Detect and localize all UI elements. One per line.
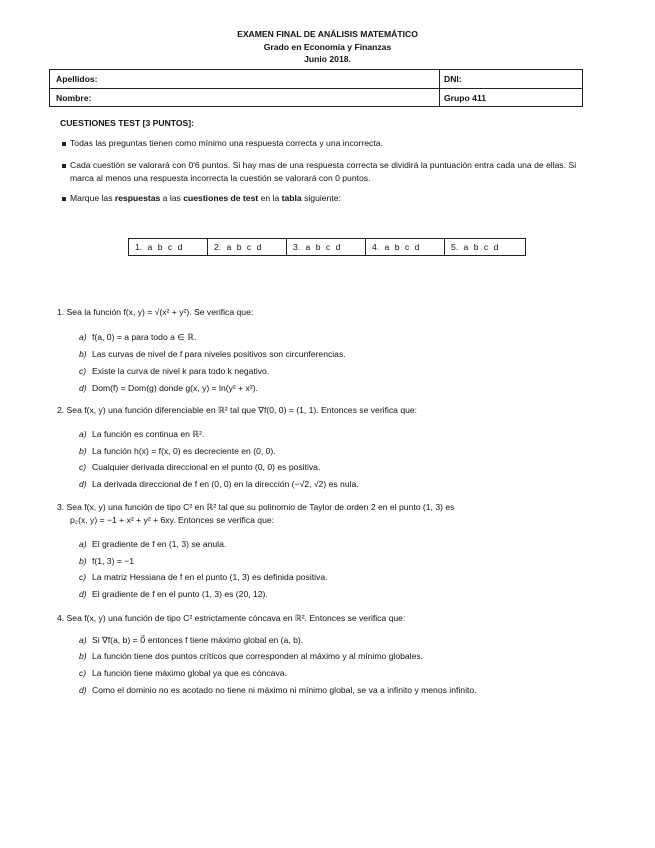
option-text: La función tiene dos puntos críticos que corresponden al máximo y al mínimo globales. (92, 651, 424, 661)
student-id-box (49, 69, 583, 107)
option-text: Las curvas de nivel de f para niveles positivos son circunferencias. (92, 349, 346, 359)
id-box-divider (50, 88, 582, 89)
option-letter: d) (79, 383, 87, 393)
instruction-text: siguiente: (301, 193, 341, 203)
option-letter: d) (79, 479, 87, 489)
option-text: Cualquier derivada direccional en el punto (0, 0) es positiva. (92, 462, 321, 472)
question-option (79, 461, 320, 474)
test-instruction (70, 192, 590, 205)
question-option (79, 650, 423, 663)
question-option (79, 478, 359, 491)
question-option (79, 428, 204, 441)
option-text: f(a, 0) = a para todo a ∈ ℝ. (92, 332, 197, 342)
question-option (79, 382, 258, 395)
option-text: La matriz Hessiana de f en el punto (1, 3) es definida positiva. (92, 572, 328, 582)
id-box-divider (439, 70, 440, 106)
option-letter: a) (79, 332, 87, 342)
option-letter: d) (79, 589, 87, 599)
exam-date: Junio 2018. (304, 54, 351, 64)
exam-title: EXAMEN FINAL DE ANÁLISIS MATEMÁTICO (237, 29, 418, 39)
option-letter: c) (79, 668, 87, 678)
option-letter: c) (79, 462, 87, 472)
question-option (79, 571, 328, 584)
option-letter: b) (79, 446, 87, 456)
question-stem: 2. Sea f(x, y) una función diferenciable en ℝ² tal que ∇f(0, 0) = (1, 1). Entonces se verifica que: (57, 405, 418, 415)
option-letter: d) (79, 685, 87, 695)
option-text: La función tiene máximo global ya que es cóncava. (92, 668, 287, 678)
instruction-text: en la (258, 193, 282, 203)
exam-degree: Grado en Economía y Finanzas (263, 42, 392, 52)
question-stem-continued: p₂(x, y) = −1 + x² + y² + 6xy. Entonces se verifica que: (70, 515, 275, 525)
test-instruction: Cada cuestión se valorará con 0'6 puntos. Si hay mas de una respuesta correcta se dividirá la puntuación entra cada una de ellas. Si marca al menos una respuesta incorrecta la cuestión se valorará con 0 puntos. (70, 160, 577, 183)
option-text: El gradiente de f en el punto (1, 3) es (20, 12). (92, 589, 268, 599)
option-text: Existe la curva de nivel k para todo k negativo. (92, 366, 270, 376)
option-text: La función es continua en ℝ². (92, 429, 205, 439)
option-letter: b) (79, 651, 87, 661)
question-option (79, 667, 287, 680)
group-label: Grupo 411 (444, 93, 487, 103)
option-letter: b) (79, 556, 87, 566)
answer-cell[interactable]: 1. a b c d (129, 239, 208, 255)
answer-cell[interactable]: 3. a b c d (287, 239, 366, 255)
test-instruction: Todas las preguntas tienen como mínimo una respuesta correcta y una incorrecta. (70, 138, 383, 148)
bullet-icon (62, 197, 66, 201)
option-text: Como el dominio no es acotado no tiene ni máximo ni mínimo global, se va a infinito y menos infinito. (92, 685, 477, 695)
option-letter: a) (79, 539, 87, 549)
question-option (79, 538, 226, 551)
name-label: Nombre: (56, 93, 92, 103)
instruction-text: a las (160, 193, 184, 203)
instruction-bold: respuestas (114, 193, 161, 203)
option-letter: a) (79, 635, 87, 645)
option-text: f(1, 3) = −1 (92, 556, 135, 566)
instruction-bold: tabla (281, 193, 302, 203)
answer-cell[interactable]: 4. a b c d (366, 239, 445, 255)
question-stem: 4. Sea f(x, y) una función de tipo C² estrictamente cóncava en ℝ². Entonces se verifica que: (57, 613, 406, 623)
answer-cell[interactable]: 2. a b c d (208, 239, 287, 255)
instruction-text: Marque las (70, 193, 115, 203)
option-text: La derivada direccional de f en (0, 0) en la dirección (−√2, √2) es nula. (92, 479, 359, 489)
answer-cell[interactable]: 5. a b c d (451, 242, 499, 252)
question-option (79, 555, 134, 568)
question-option (79, 348, 346, 361)
question-option (79, 634, 303, 647)
option-text: Si ∇f(a, b) = 0⃗ entonces f tiene máximo global en (a, b). (92, 635, 304, 645)
option-letter: c) (79, 366, 87, 376)
option-text: La función h(x) = f(x, 0) es decreciente en (0, 0). (92, 446, 276, 456)
option-letter: c) (79, 572, 87, 582)
dni-label: DNI: (444, 74, 462, 84)
option-text: Dom(f) = Dom(g) donde g(x, y) = ln(y² + x²). (92, 383, 258, 393)
question-stem: 1. Sea la función f(x, y) = √(x² + y²). Se verifica que: (57, 307, 254, 317)
bullet-icon (62, 164, 66, 168)
answer-table (128, 238, 526, 256)
question-option (79, 684, 477, 697)
option-text: El gradiente de f en (1, 3) se anula. (92, 539, 227, 549)
test-heading: CUESTIONES TEST [3 PUNTOS]: (60, 118, 195, 128)
question-option (79, 588, 268, 601)
question-stem: 3. Sea f(x, y) una función de tipo C² en ℝ² tal que su polinomio de Taylor de orden 2 en el punto (1, 3) es (57, 502, 455, 512)
option-letter: a) (79, 429, 87, 439)
option-letter: b) (79, 349, 87, 359)
instruction-bold: cuestiones de test (183, 193, 259, 203)
question-option (79, 331, 196, 344)
question-option (79, 445, 276, 458)
surname-label: Apellidos: (56, 74, 98, 84)
bullet-icon (62, 142, 66, 146)
question-option (79, 365, 269, 378)
